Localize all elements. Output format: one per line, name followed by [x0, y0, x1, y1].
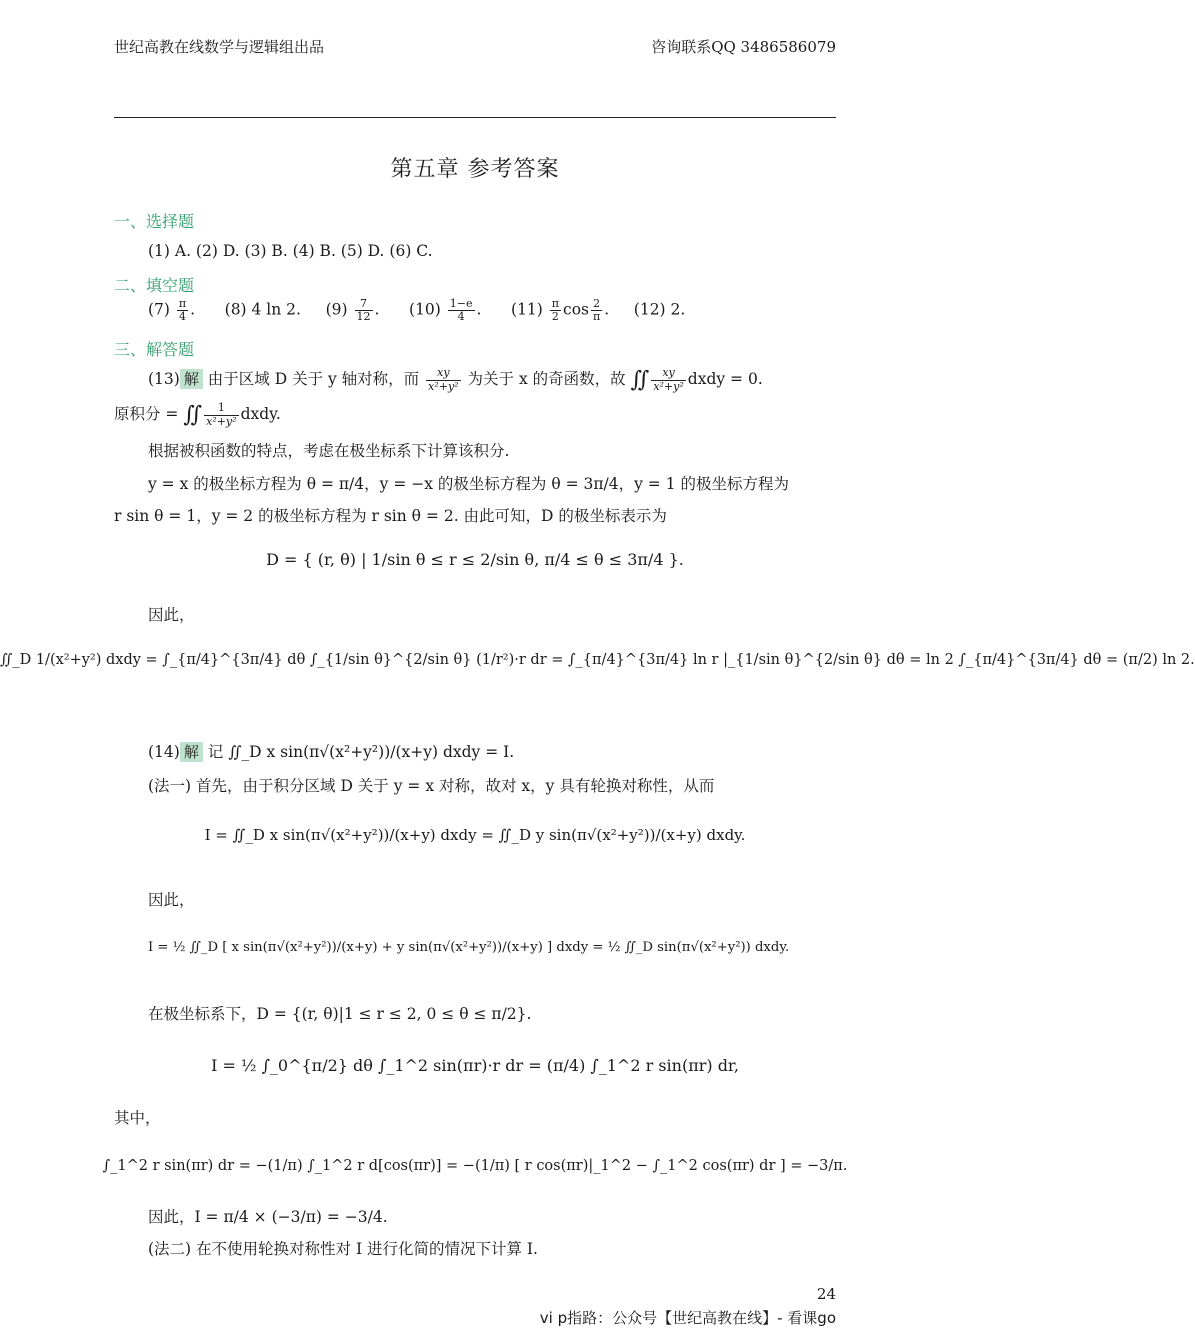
p13-number: (13): [148, 370, 180, 388]
fill-10-label: (10): [409, 300, 441, 319]
fill-answers: (7) $\frac{\pi}{4}$ . (8) 4 ln 2. (9) $\frac{7}{12}$ . (10) $\frac{1-e}{4}$ . (11) $\frac{\pi}{2}$ cos $\frac{2}{\pi}$ . (12) 2.: [148, 297, 686, 324]
section-heading-choice: 一、选择题: [114, 212, 195, 231]
p13-text-b: 为关于 x 的奇函数，故: [467, 370, 626, 388]
fill-11-label: (11): [511, 300, 543, 319]
p13-one-fraction: $\frac{1}{\text{x²+y²}}$: [206, 401, 237, 428]
p14-line5: (法二) 在不使用轮换对称性对 I 进行化简的情况下计算 I.: [148, 1240, 538, 1258]
p14-line3: 在极坐标系下，D = {(r, θ)|1 ≤ r ≤ 2, 0 ≤ θ ≤ π/2}.: [148, 1005, 532, 1023]
p13-xy-fraction-2: $\frac{xy}{\text{x²+y²}}$: [653, 366, 684, 393]
double-integral-icon: ∬: [630, 367, 650, 393]
p14-solution-tag: 解: [180, 742, 203, 762]
fill-7-value: $\frac{\pi}{4}$: [178, 297, 187, 324]
p13-solution-tag: 解: [180, 369, 203, 389]
page-number: 24: [816, 1285, 836, 1303]
p14-sum-equation: I = ½ ∬_D [ x sin(π√(x²+y²))/(x+y) + y sin(π√(x²+y²))/(x+y) ] dxdy = ½ ∬_D sin(π√(x²+y²)) dxdy.: [148, 940, 790, 955]
p14-line1: [148, 740, 514, 762]
fill-11-cos: cos: [563, 300, 589, 319]
p13-result-equation: ∬_D 1/(x²+y²) dxdy = ∫_{π/4}^{3π/4} dθ ∫_{1/sin θ}^{2/sin θ} (1/r²)·r dr = ∫_{π/4}^{3π/4} ln r |_{1/sin θ}^{2/sin θ} dθ = ln 2 ∫_{π/4}^{3π/4} dθ = (π/2) ln 2.: [0, 652, 1195, 668]
p13-domain-equation: D = { (r, θ) | 1/sin θ ≤ r ≤ 2/sin θ, π/4 ≤ θ ≤ 3π/4 }.: [266, 550, 684, 569]
p14-line2: (法一) 首先，由于积分区域 D 关于 y = x 对称，故对 x，y 具有轮换对称性，从而: [148, 777, 715, 795]
fill-9-value: $\frac{7}{12}$: [356, 297, 371, 324]
header-left: 世纪高教在线数学与逻辑组出品: [114, 38, 325, 56]
section-heading-solve: 三、解答题: [114, 340, 195, 359]
fill-10-value: $\frac{1-e}{4}$: [449, 297, 473, 324]
p13-original-integral: 原积分 =: [114, 405, 179, 423]
p13-line1: [148, 367, 763, 393]
p14-number: (14): [148, 743, 180, 761]
p13-line3: 根据被积函数的特点，考虑在极坐标系下计算该积分.: [148, 442, 510, 460]
p14-therefore: 因此，: [148, 891, 195, 909]
p14-parts-equation: ∫_1^2 r sin(πr) dr = −(1/π) ∫_1^2 r d[cos(πr)] = −(1/π) [ r cos(πr)|_1^2 − ∫_1^2 cos(πr) dr ] = −3/π.: [102, 1158, 848, 1174]
p14-among: 其中，: [114, 1109, 161, 1127]
choice-answers: (1) A. (2) D. (3) B. (4) B. (5) D. (6) C.: [148, 242, 433, 260]
p14-line4: 因此，I = π/4 × (−3/π) = −3/4.: [148, 1208, 388, 1226]
p13-text-c: dxdy = 0.: [687, 370, 763, 388]
header-rule: [114, 117, 836, 118]
p13-xy-fraction: $\frac{xy}{\text{x²+y²}}$: [428, 366, 459, 393]
p14-definition: 记 ∬_D x sin(π√(x²+y²))/(x+y) dxdy = I.: [207, 743, 515, 761]
p14-symmetry-equation: I = ∬_D x sin(π√(x²+y²))/(x+y) dxdy = ∬_D y sin(π√(x²+y²))/(x+y) dxdy.: [204, 826, 746, 844]
fill-12: (12) 2.: [633, 300, 686, 319]
fill-11-coef: $\frac{\pi}{2}$: [551, 297, 560, 324]
p13-dxdy: dxdy.: [240, 405, 281, 423]
p14-polar-equation: I = ½ ∫_0^{π/2} dθ ∫_1^2 sin(πr)·r dr = (π/4) ∫_1^2 r sin(πr) dr,: [211, 1056, 739, 1075]
fill-8: (8) 4 ln 2.: [224, 300, 301, 319]
p13-therefore: 因此，: [148, 606, 195, 624]
chapter-title: 第五章 参考答案: [390, 157, 560, 182]
p13-line5: r sin θ = 1，y = 2 的极坐标方程为 r sin θ = 2. 由此可知，D 的极坐标表示为: [114, 507, 667, 525]
section-heading-fill: 二、填空题: [114, 276, 195, 295]
p13-line4: y = x 的极坐标方程为 θ = π/4，y = −x 的极坐标方程为 θ = 3π/4，y = 1 的极坐标方程为: [148, 475, 790, 493]
p13-line2: [114, 402, 281, 428]
fill-9-label: (9): [325, 300, 348, 319]
fill-11-arg: $\frac{2}{\pi}$: [592, 297, 601, 324]
header-right: 咨询联系QQ 3486586079: [651, 38, 836, 56]
footer-note: vi p指路：公众号【世纪高教在线】- 看课go: [539, 1309, 836, 1327]
double-integral-icon: ∬: [183, 402, 203, 428]
fill-7-label: (7): [148, 300, 170, 319]
p13-text-a: 由于区域 D 关于 y 轴对称，而: [207, 370, 420, 388]
